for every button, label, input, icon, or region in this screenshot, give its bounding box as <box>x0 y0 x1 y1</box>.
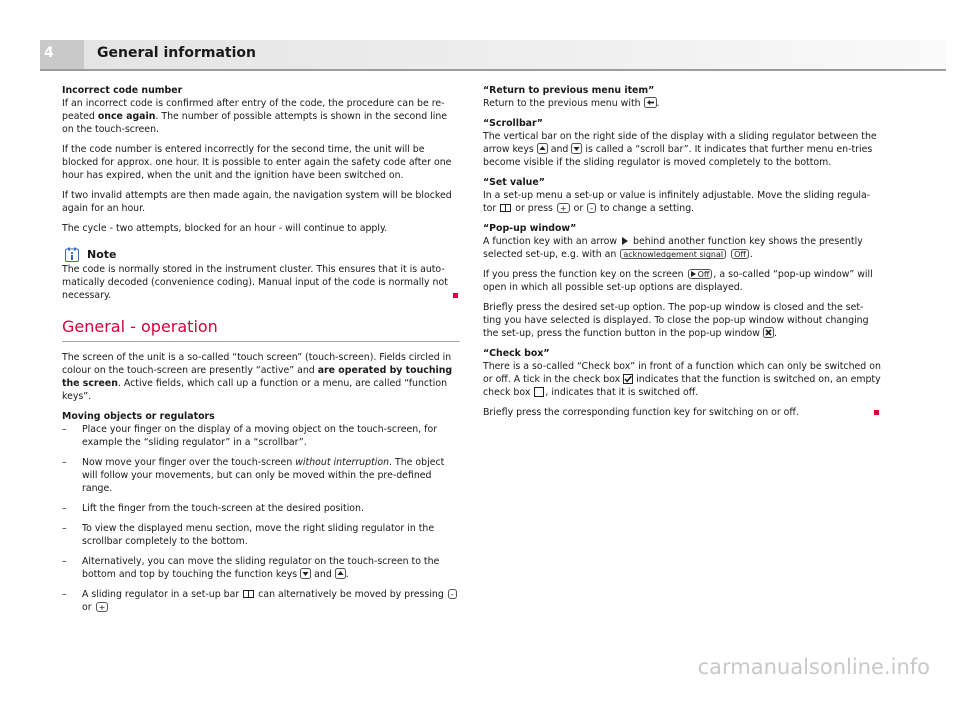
text: . The number of possible attempts is shown in the second line on the touch-screen. <box>62 111 448 135</box>
arrow-up-key-icon <box>537 143 548 154</box>
info-icon <box>65 247 79 262</box>
back-key-icon <box>644 97 657 108</box>
page-number: 4 <box>44 45 54 61</box>
bold-text: once again <box>97 111 156 122</box>
text: indicates that the function is switched on, an empty check box <box>483 374 881 398</box>
paragraph <box>483 235 881 261</box>
text: . Active fields, which call up a function or a menu, are called “function keys”. <box>62 378 448 402</box>
text: , a so-called “pop-up window” will open in which all possible set-up options are displayed. <box>483 269 873 293</box>
paragraph <box>483 130 881 169</box>
text: . <box>656 98 660 109</box>
minus-key: - <box>587 203 596 213</box>
instruction-list <box>62 423 460 614</box>
setup-bar-icon <box>243 590 254 598</box>
note-header <box>62 246 460 263</box>
note-text <box>62 263 460 302</box>
paragraph <box>62 351 460 403</box>
heading-popup: “Pop-up window” <box>483 223 577 234</box>
empty-box-icon <box>534 387 544 397</box>
text: or <box>82 602 95 613</box>
heading-return: “Return to previous menu item” <box>483 85 655 96</box>
italic-text: without interruption <box>295 457 390 468</box>
paragraph <box>483 189 881 215</box>
end-marker-icon <box>874 410 879 415</box>
text: is called a “scroll bar”. It indicates that further menu en-tries become visible if the sliding regulator is moved completely to the bottom. <box>483 144 873 168</box>
end-marker-icon <box>453 293 458 298</box>
off-label: Off <box>697 269 710 279</box>
text: or <box>570 203 587 214</box>
page-title: General information <box>97 45 256 61</box>
text: Alternatively, you can move the sliding regulator on the touch-screen to the bottom and top by touching the function keys <box>82 556 440 580</box>
paragraph: If the code number is entered incorrectly for the second time, the unit will be blocked for approx. one hour. It is possible to enter again the safety code after one hour has expired, when the unit and the ignition have been switched on. <box>62 144 452 181</box>
text: or press <box>512 203 556 214</box>
paragraph <box>483 360 881 399</box>
page-header <box>40 40 946 70</box>
text: If an incorrect code is confirmed after entry of the code, the procedure can be re-peated <box>62 98 445 122</box>
text: , indicates that it is switched off. <box>545 387 699 398</box>
list-item <box>62 588 460 614</box>
text: Briefly press the desired set-up option. The pop-up window is closed and the set-ting you have selected is displayed. To close the pop-up window without changing the set-up, press the function button in the pop-up window <box>483 302 869 339</box>
header-rule <box>40 69 946 71</box>
arrow-down-key-icon <box>300 568 311 579</box>
right-column <box>483 84 881 426</box>
paragraph: The cycle - two attempts, blocked for an hour - will continue to apply. <box>62 223 388 234</box>
left-column <box>62 84 460 621</box>
heading-set-value: “Set value” <box>483 177 545 188</box>
paragraph <box>483 406 881 419</box>
plus-key: + <box>96 602 109 612</box>
text: . <box>773 328 777 339</box>
text: can alternatively be moved by pressing <box>255 589 447 600</box>
close-key-icon <box>763 327 774 338</box>
acknowledgement-signal-key: acknowledgement signal <box>620 249 726 259</box>
list-item: – Lift the finger from the touch-screen at the desired position. <box>62 502 460 515</box>
text: If you press the function key on the screen <box>483 269 687 280</box>
watermark: carmanualsonline.info <box>697 655 930 679</box>
section-title: General - operation <box>62 317 460 342</box>
list-item: – Place your finger on the display of a moving object on the touch-screen, for example the “sliding regulator” in a “scrollbar”. <box>62 423 460 449</box>
text: A function key with an arrow <box>483 236 621 247</box>
text: and <box>311 569 335 580</box>
heading-moving-objects: Moving objects or regulators <box>62 411 215 422</box>
text: . <box>345 569 349 580</box>
text: The code is normally stored in the instrument cluster. This ensures that it is auto-matically decoded (convenience coding). Manual input of the code is normally not necessary. <box>62 264 448 301</box>
text: behind another function key shows the presently selected set-up, e.g. with an <box>483 236 863 260</box>
text: Return to the previous menu with <box>483 98 644 109</box>
bold-text: are operated by touching the screen <box>62 365 453 389</box>
arrow-up-key-icon <box>335 568 346 579</box>
note-title: Note <box>87 248 117 261</box>
text: . <box>749 249 753 260</box>
text: In a set-up menu a set-up or value is infinitely adjustable. Move the sliding regula-tor <box>483 190 871 214</box>
paragraph <box>483 97 881 110</box>
paragraph: If two invalid attempts are then made again, the navigation system will be blocked again for an hour. <box>62 190 452 214</box>
paragraph <box>483 268 881 294</box>
minus-key: - <box>448 589 457 599</box>
paragraph <box>483 301 881 340</box>
arrow-right-icon <box>622 237 628 245</box>
text: . The object will follow your movements, but can only be moved within the pre-defined range. <box>82 457 445 494</box>
heading-incorrect-code: Incorrect code number <box>62 85 183 96</box>
list-item <box>62 555 460 581</box>
text: The vertical bar on the right side of the display with a sliding regulator between the arrow keys <box>483 131 877 155</box>
text: The screen of the unit is a so-called “touch screen” (touch-screen). Fields circled in colour on the touch-screen are presently “active” and <box>62 352 452 376</box>
text: A sliding regulator in a set-up bar <box>82 589 243 600</box>
plus-key: + <box>557 203 570 213</box>
arrow-right-icon <box>691 271 696 277</box>
text: Briefly press the corresponding function key for switching on or off. <box>483 407 799 418</box>
heading-scrollbar: “Scrollbar” <box>483 118 543 129</box>
paragraph <box>62 97 460 136</box>
checked-box-icon <box>623 374 633 384</box>
text: and <box>547 144 572 155</box>
text: to change a setting. <box>597 203 695 214</box>
arrow-off-key <box>688 269 713 279</box>
list-item: – To view the displayed menu section, move the right sliding regulator in the scrollbar completely to the bottom. <box>62 522 460 548</box>
list-item <box>62 456 460 495</box>
text: There is a so-called “Check box” in front of a function which can only be switched on or off. A tick in the check box <box>483 361 881 385</box>
heading-check-box: “Check box” <box>483 348 550 359</box>
arrow-down-key-icon <box>571 143 582 154</box>
text: Now move your finger over the touch-screen <box>82 457 296 468</box>
off-key: Off <box>731 249 749 259</box>
setup-bar-icon <box>500 204 511 212</box>
